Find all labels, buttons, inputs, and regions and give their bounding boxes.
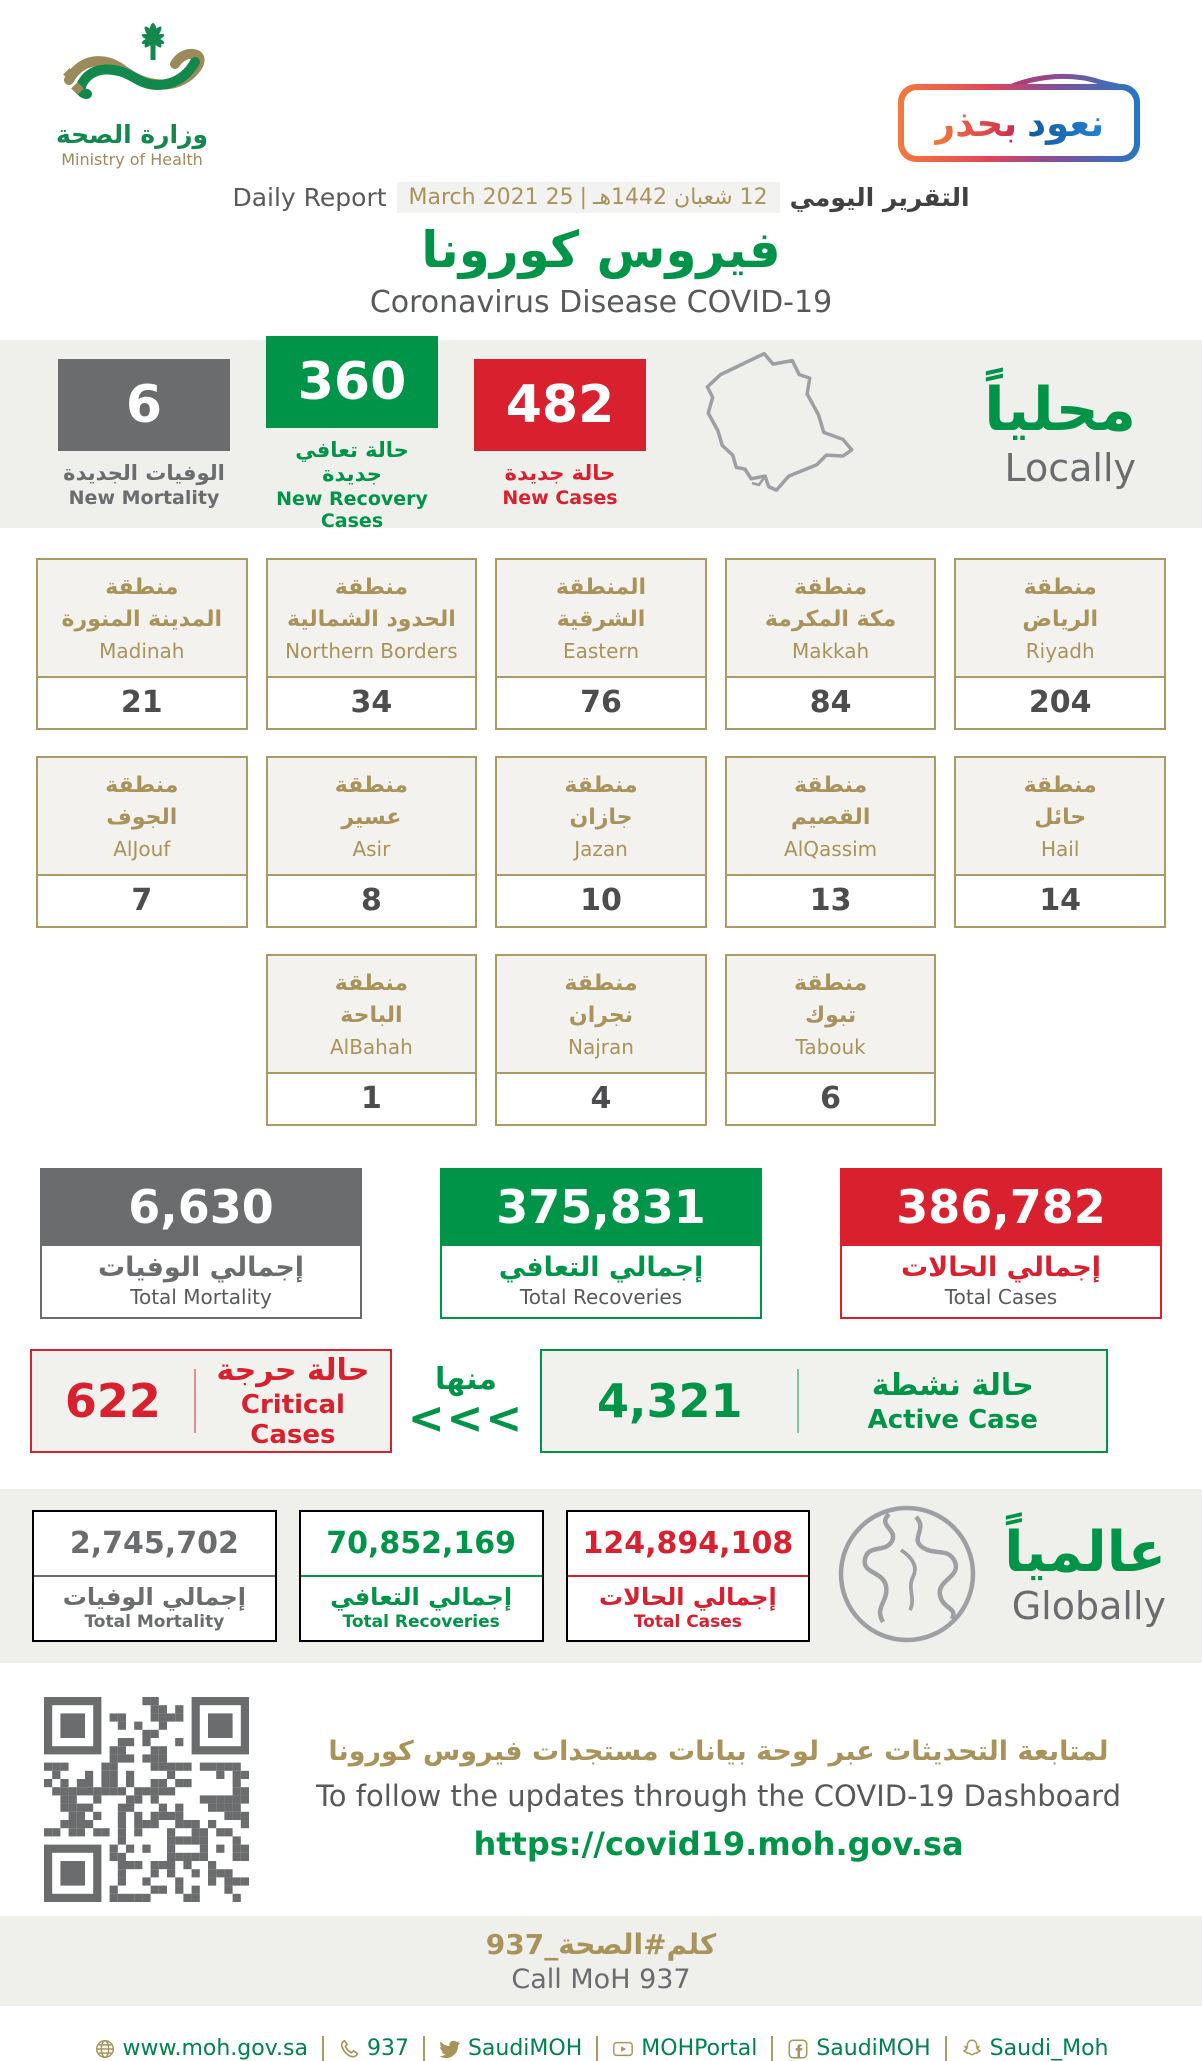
globally-section	[0, 1489, 1202, 1663]
phone-icon	[338, 2038, 360, 2060]
footer-link-snapchat[interactable]: Saudi_Moh	[947, 2036, 1123, 2061]
global-mortality-value: 2,745,702	[69, 1526, 239, 1561]
report-date-row	[0, 182, 1202, 213]
moh-logo-arabic-name: وزارة الصحة	[55, 120, 209, 149]
new-mortality-stat	[58, 359, 230, 509]
region-card-alqassim: منطقة القصيم AlQassim 13	[725, 756, 937, 928]
new-cases-value: 482	[474, 359, 646, 451]
badge-border	[898, 84, 1140, 162]
global-mortality-card	[32, 1510, 277, 1642]
region-value-riyadh: 204	[956, 678, 1164, 728]
dashboard-line-ar: لمتابعة التحديثات عبر لوحة بيانات مستجدات فيروس كورونا	[328, 1736, 1109, 1767]
globe-icon	[94, 2038, 116, 2060]
chevrons-left-icon: <<<	[407, 1392, 525, 1444]
call-moh-section	[0, 1916, 1202, 2006]
critical-cases-label-ar: حالة حرجة	[216, 1352, 370, 1388]
globally-heading-en: Globally	[1011, 1584, 1166, 1629]
critical-cases-label-en: Critical Cases	[240, 1389, 345, 1450]
critical-active-row	[30, 1349, 1172, 1453]
divider	[568, 1575, 809, 1577]
moh-logo-english-name: Ministry of Health	[61, 150, 203, 169]
new-cases-label-en: New Cases	[502, 487, 618, 509]
region-value-asir: 8	[268, 876, 476, 926]
moh-logo	[52, 22, 212, 169]
total-cases-card	[840, 1168, 1162, 1319]
saudi-arabia-map-icon	[682, 344, 857, 516]
critical-cases-box	[30, 1349, 392, 1453]
date-hijri: 12 شعبان 1442هـ	[593, 185, 768, 210]
footer-link-phone[interactable]: 937	[324, 2036, 425, 2061]
region-value-makkah: 84	[727, 678, 935, 728]
locally-section	[0, 340, 1202, 532]
locally-heading	[893, 374, 1144, 490]
of-which-label: منها	[435, 1361, 497, 1397]
dashboard-line-en: To follow the updates through the COVID-19 Dashboard	[316, 1779, 1121, 1813]
local-totals-row	[40, 1168, 1162, 1319]
return-with-caution-badge	[898, 84, 1140, 162]
region-value-eastern: 76	[497, 678, 705, 728]
global-recoveries-label-en: Total Recoveries	[342, 1612, 500, 1632]
critical-cases-value: 622	[64, 1374, 161, 1428]
total-cases-value: 386,782	[842, 1170, 1160, 1246]
active-cases-label-en: Active Case	[867, 1404, 1038, 1435]
region-value-hail: 14	[956, 876, 1164, 926]
header	[0, 0, 1202, 178]
new-recovery-label-ar: حالة تعافي جديدة	[295, 438, 409, 486]
total-cases-label-en: Total Cases	[944, 1285, 1058, 1309]
locally-heading-en: Locally	[1004, 445, 1136, 490]
region-card-aljouf: منطقة الجوف AlJouf 7	[36, 756, 248, 928]
region-value-najran: 4	[497, 1074, 705, 1124]
total-mortality-label-ar: إجمالي الوفيات	[97, 1252, 305, 1283]
active-cases-box	[540, 1349, 1108, 1453]
region-card-northern-borders: منطقة الحدود الشمالية Northern Borders 34	[266, 558, 478, 730]
daily-report-label-en: Daily Report	[232, 183, 387, 212]
footer-link-twitter[interactable]: SaudiMOH	[425, 2036, 598, 2061]
date-separator: |	[579, 185, 587, 210]
global-mortality-label-en: Total Mortality	[84, 1612, 225, 1632]
new-mortality-value: 6	[58, 359, 230, 451]
footer-links	[0, 2036, 1202, 2061]
region-card-tabouk: منطقة تبوك Tabouk 6	[725, 954, 937, 1126]
badge-word-naoud: نعود	[1027, 101, 1105, 145]
global-recoveries-value: 70,852,169	[326, 1526, 517, 1561]
call-moh-en: Call MoH 937	[511, 1963, 691, 1995]
total-cases-label-ar: إجمالي الحالات	[900, 1252, 1102, 1283]
region-value-aljouf: 7	[38, 876, 246, 926]
region-card-madinah: منطقة المدينة المنورة Madinah 21	[36, 558, 248, 730]
total-recoveries-label-ar: إجمالي التعافي	[498, 1252, 704, 1283]
footer-link-facebook[interactable]: SaudiMOH	[773, 2036, 946, 2061]
page-title-english: Coronavirus Disease COVID-19	[369, 285, 833, 320]
new-recovery-value: 360	[266, 336, 438, 428]
youtube-icon	[612, 2038, 634, 2060]
footer-link-youtube[interactable]: MOHPortal	[598, 2036, 773, 2061]
qr-code	[44, 1697, 249, 1902]
active-cases-value: 4,321	[596, 1374, 743, 1428]
new-recovery-label-en: New Recovery Cases	[276, 488, 428, 532]
region-card-albahah: منطقة الباحة AlBahah 1	[266, 954, 478, 1126]
region-card-riyadh: منطقة الرياض Riyadh 204	[954, 558, 1166, 730]
locally-heading-ar: محلياً	[984, 374, 1136, 445]
total-mortality-label-en: Total Mortality	[130, 1285, 272, 1309]
total-mortality-card	[40, 1168, 362, 1319]
global-cases-card	[566, 1510, 811, 1642]
total-recoveries-label-en: Total Recoveries	[519, 1285, 683, 1309]
globally-heading-ar: عالمياً	[1004, 1519, 1166, 1585]
call-moh-ar: كلم#الصحة_937	[485, 1927, 717, 1961]
snapchat-icon	[961, 2038, 983, 2060]
date-gregorian: 25 March 2021	[408, 185, 574, 210]
region-card-najran: منطقة نجران Najran 4	[495, 954, 707, 1126]
facebook-icon	[787, 2038, 809, 2060]
twitter-icon	[439, 2038, 461, 2060]
dashboard-url-link[interactable]: https://covid19.moh.gov.sa	[473, 1825, 964, 1863]
region-card-jazan: منطقة جازان Jazan 10	[495, 756, 707, 928]
new-recovery-stat	[266, 336, 438, 532]
region-card-hail: منطقة حائل Hail 14	[954, 756, 1166, 928]
total-mortality-value: 6,630	[42, 1170, 360, 1246]
global-cases-label-ar: إجمالي الحالات	[598, 1583, 777, 1611]
of-which-indicator	[392, 1361, 540, 1444]
globally-heading	[1004, 1519, 1170, 1629]
active-cases-label-ar: حالة نشطة	[871, 1367, 1034, 1403]
region-value-tabouk: 6	[727, 1074, 935, 1124]
global-recoveries-label-ar: إجمالي التعافي	[330, 1583, 513, 1611]
moh-logo-icon	[57, 99, 207, 118]
new-mortality-label-en: New Mortality	[68, 487, 220, 509]
divider	[301, 1575, 542, 1577]
report-date	[397, 182, 780, 213]
globe-icon	[832, 1499, 982, 1653]
region-card-asir: منطقة عسير Asir 8	[266, 756, 478, 928]
daily-report-label-ar: التقرير اليومي	[789, 183, 970, 212]
region-value-northern-borders: 34	[268, 678, 476, 728]
dashboard-section	[44, 1697, 1158, 1902]
region-value-jazan: 10	[497, 876, 705, 926]
total-recoveries-value: 375,831	[442, 1170, 760, 1246]
global-cases-label-en: Total Cases	[633, 1612, 742, 1632]
footer-link-website[interactable]: www.moh.gov.sa	[80, 2036, 324, 2061]
region-card-makkah: منطقة مكة المكرمة Makkah 84	[725, 558, 937, 730]
region-value-albahah: 1	[268, 1074, 476, 1124]
global-mortality-label-ar: إجمالي الوفيات	[62, 1583, 246, 1611]
new-cases-stat	[474, 359, 646, 509]
page-title-arabic: فيروس كورونا	[421, 221, 781, 279]
new-mortality-label-ar: الوفيات الجديدة	[63, 461, 225, 485]
global-recoveries-card	[299, 1510, 544, 1642]
global-cases-value: 124,894,108	[582, 1526, 794, 1561]
region-value-madinah: 21	[38, 678, 246, 728]
regions-grid	[36, 558, 1166, 1126]
region-card-eastern: المنطقة الشرقية Eastern 76	[495, 558, 707, 730]
region-value-alqassim: 13	[727, 876, 935, 926]
divider	[34, 1575, 275, 1577]
new-cases-label-ar: حالة جديدة	[504, 461, 616, 485]
total-recoveries-card	[440, 1168, 762, 1319]
badge-word-bihathar: بحذر	[933, 101, 1018, 145]
